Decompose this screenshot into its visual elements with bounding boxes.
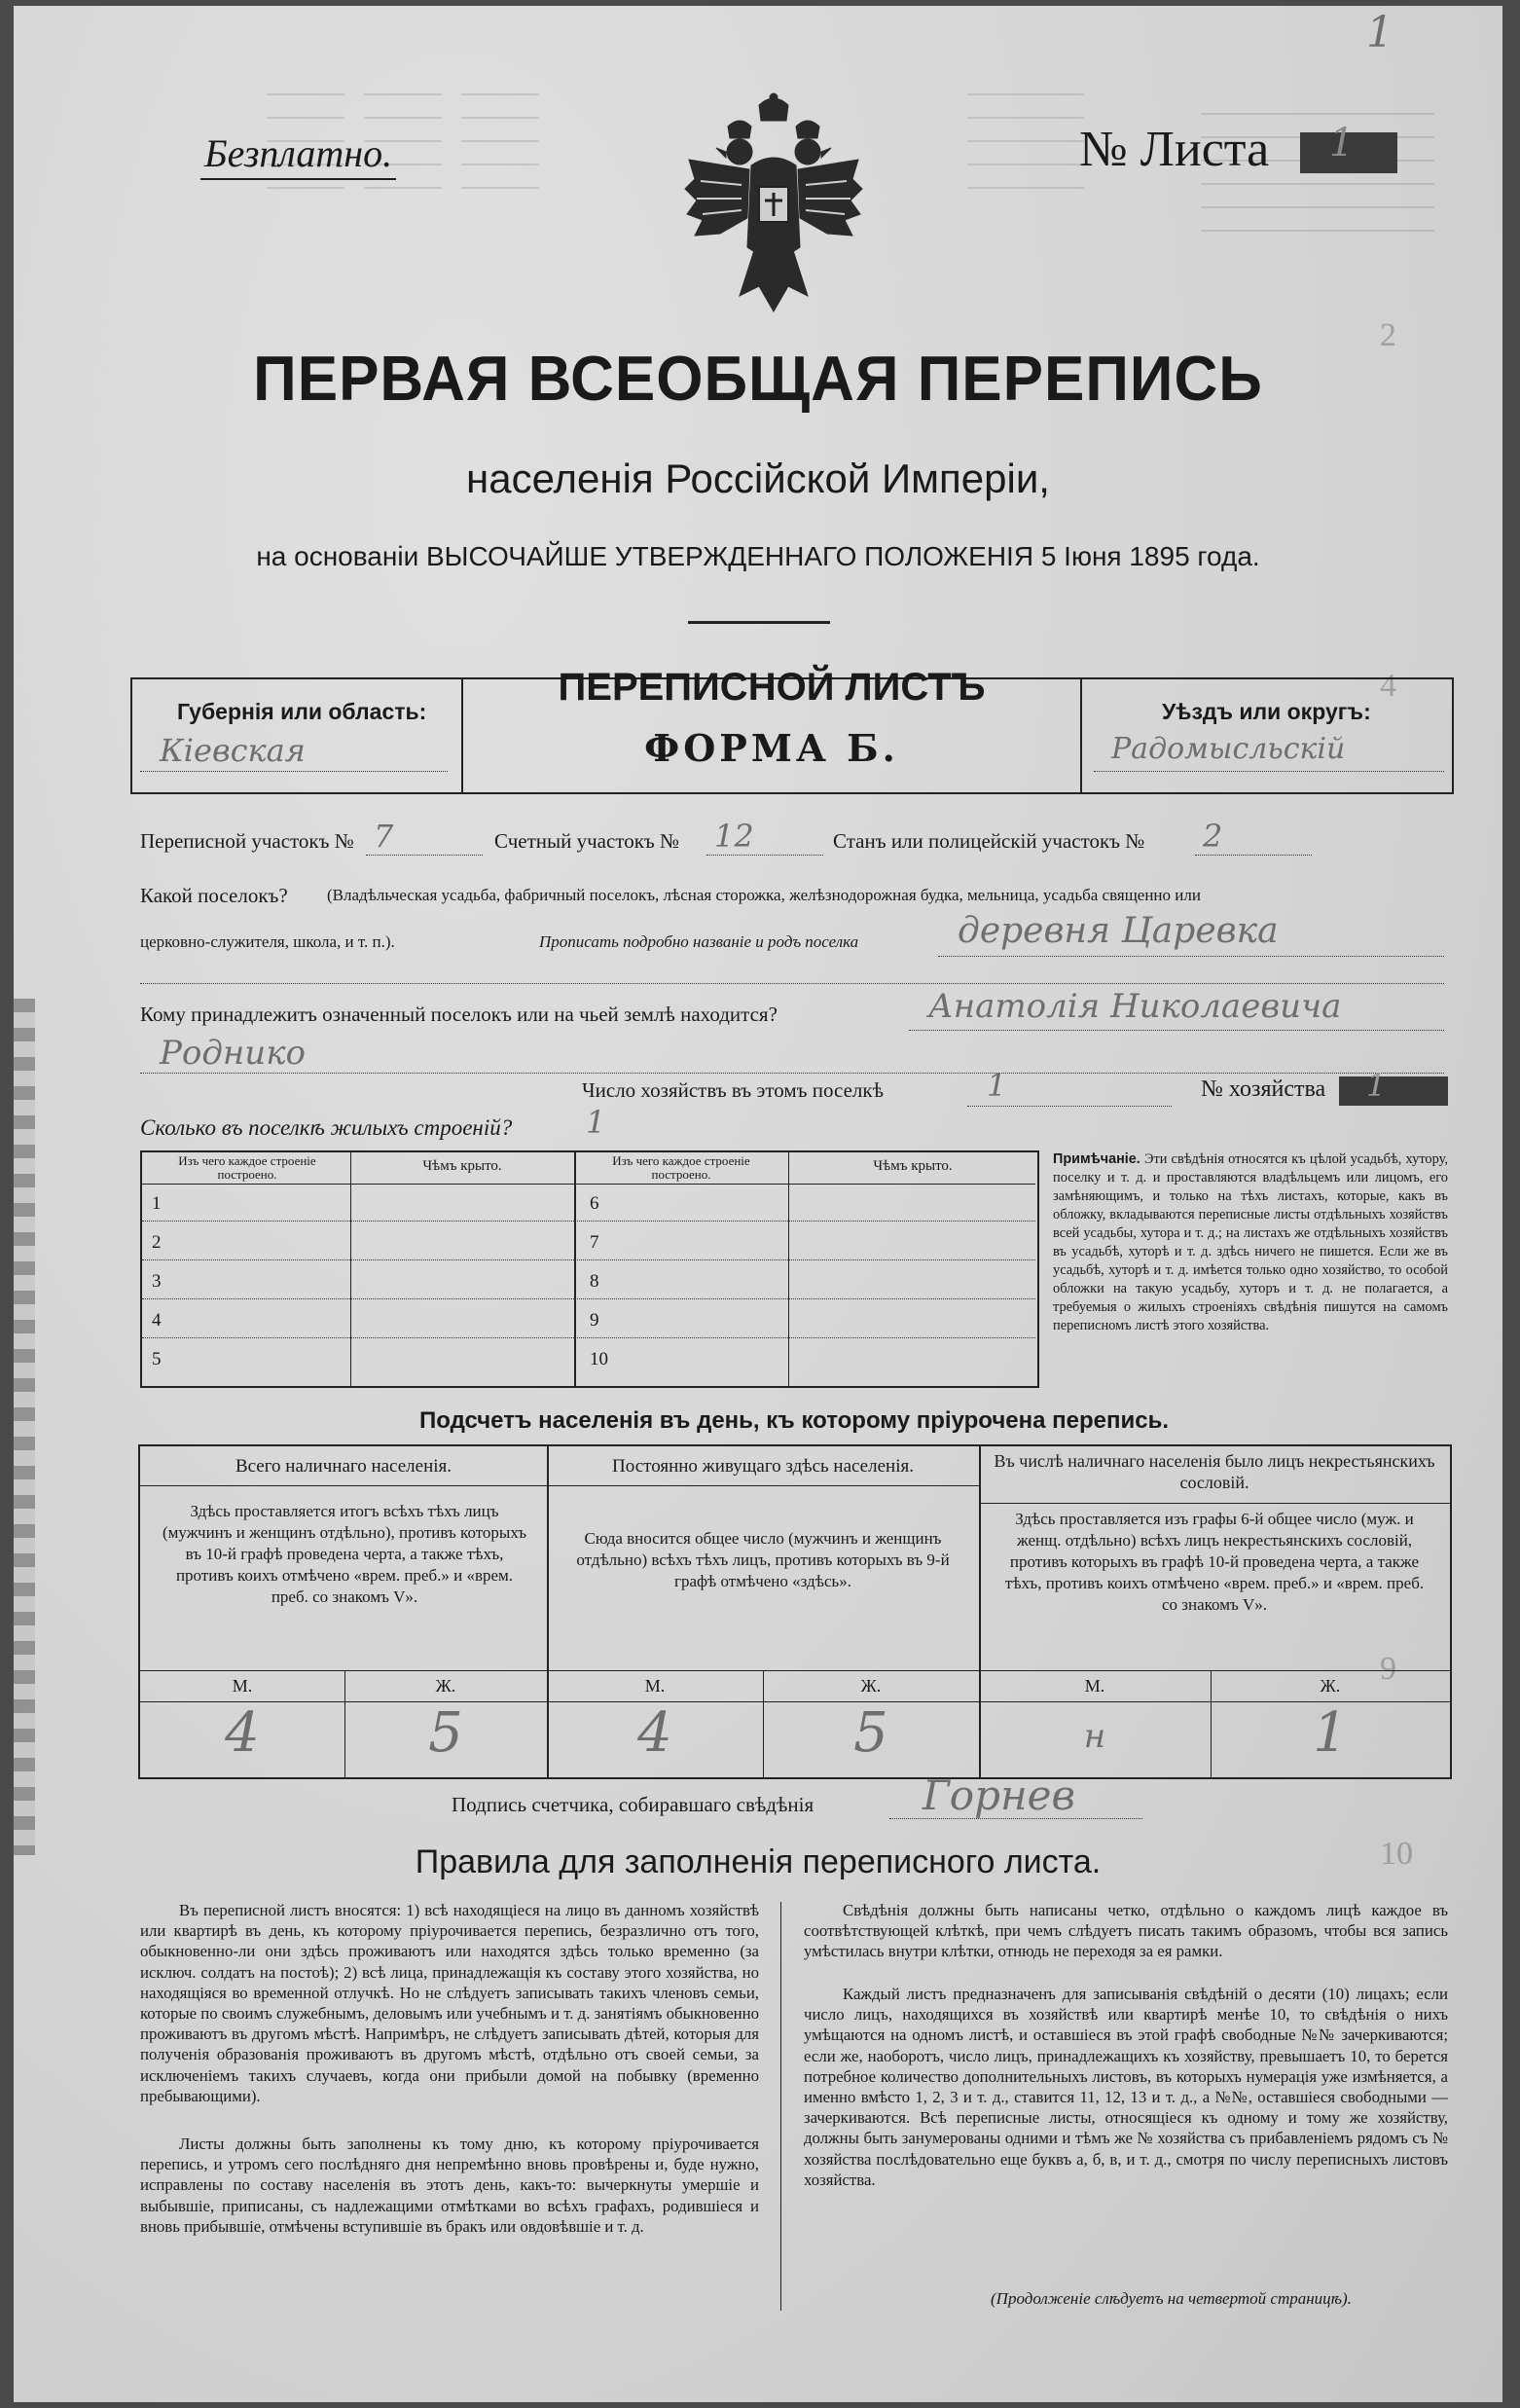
col1-male-value: 4 — [225, 1701, 260, 1765]
frame-line — [140, 1670, 1450, 1671]
rules-right-2: Каждый листъ предназначенъ для записыванія свѣдѣній о десяти (10) лицахъ; если число лицъ, находящихся въ хозяйствѣ или квартирѣ менѣе 10, то свѣдѣнія о нихъ умѣщаются на одномъ листѣ, и оставшіеся въ этой графѣ свободные №№ зачеркиваются; если же, наоборотъ, число лицъ, принадлежащихъ къ хозяйству, превышаетъ 10, то берется потребное количество дополнительныхъ листовъ, въ которыхъ нумерація уже измѣняется, а именно вмѣсто 1, 2, 3 и т. д., ставится 11, 12, 13 и т. д., а №№, оставшіеся свободными — зачеркиваются. Всѣ переписные листы, относящіеся къ одному и тому же хозяйству, должны быть занумерованы одними и тѣмъ же № хозяйства съ прибавленіемъ рядомъ съ № хозяйства послѣдовательно еще буквъ а, б, в, и т. д., смотря по числу переписныхъ листовъ хозяйства. — [804, 1985, 1448, 2189]
fill-line — [366, 855, 483, 856]
col-roof-left: Чѣмъ крыто. — [422, 1158, 502, 1174]
fill-line — [889, 1818, 1142, 1819]
col3-title: Въ числѣ наличнаго населенія было лицъ некрестьянскихъ сословій. — [994, 1451, 1435, 1492]
settlement-question: Какой поселокъ? — [140, 884, 288, 907]
settlement-value: деревня Царевка — [958, 911, 1279, 951]
row-number: 5 — [152, 1349, 162, 1369]
rules-title: Правила для заполненія переписного листа. — [415, 1843, 1102, 1880]
count-title: Подсчетъ населенія въ день, къ которому пріурочена перепись. — [419, 1407, 1169, 1434]
col3-male-value: н — [1083, 1717, 1106, 1756]
table-row-line — [142, 1337, 1035, 1338]
owner-value-1: Анатолія Николаевича — [928, 987, 1342, 1026]
buildings-table — [140, 1150, 1039, 1388]
note-label: Примѣчаніе. — [1053, 1151, 1140, 1167]
frame-line — [1080, 677, 1082, 794]
frame-line — [574, 1152, 576, 1386]
corner-number: 1 — [1366, 8, 1393, 57]
column-divider — [780, 1902, 781, 2311]
owner-question: Кому принадлежитъ означенный поселокъ или на чьей землѣ находится? — [140, 1003, 778, 1026]
row-number: 9 — [590, 1310, 599, 1331]
province-label: Губернія или область: — [177, 699, 427, 724]
frame-line — [350, 1152, 351, 1386]
signature-label: Подпись счетчика, собиравшаго свѣдѣнія — [452, 1793, 814, 1816]
frame-line — [142, 1184, 1035, 1185]
census-sheet — [14, 6, 1502, 2402]
legal-basis: на основаніи ВЫСОЧАЙШЕ УТВЕРЖДЕННАГО ПОЛОЖЕНІЯ 5 Іюня 1895 года. — [256, 541, 1260, 571]
col3-male-header: М. — [1084, 1676, 1105, 1696]
col1-male-header: М. — [232, 1676, 253, 1696]
col2-text: Сюда вносится общее число (мужчинъ и женщинъ отдѣльно) всѣхъ тѣхъ лицъ, противъ которыхъ въ 9-й графѣ отмѣчено «здѣсь». — [576, 1529, 950, 1590]
col-material-left: Изъ чего каждое строеніе построено. — [178, 1153, 316, 1182]
double-headed-eagle-emblem — [681, 91, 866, 325]
province-value: Кіевская — [160, 732, 306, 769]
row-number: 2 — [152, 1232, 162, 1253]
population-count-table — [138, 1444, 1452, 1779]
household-number-label: № хозяйства — [1201, 1076, 1326, 1102]
bleed-number: 2 — [1380, 317, 1396, 353]
district-label: Уѣздъ или округъ: — [1162, 699, 1371, 724]
counting-area-value: 12 — [714, 818, 754, 855]
households-value: 1 — [987, 1067, 1007, 1104]
note-text: Эти свѣдѣнія относятся къ цѣлой усадьбѣ, хутору, поселку и т. д. и проставляются владѣльцемъ или лицомъ, его замѣняющимъ, и только на тѣхъ листахъ, которые, какъ въ обложку, вкладываются переписные листы отдѣльныхъ хозяйствъ всей усадьбы, хутора и т. д.; на листахъ же отдѣльныхъ хозяйствъ въ усадьбѣ, хуторѣ и т. д. здѣсь ничего не пишется. Если же въ усадьбѣ, хуторѣ и т. д. имѣется только одно хозяйство, то особой обложки на такую усадьбу, хуторъ и т. д. не полагается, а требуемыя о жилыхъ строеніяхъ свѣдѣнія пишутся на самомъ переписномъ листѣ этого хозяйства. — [1053, 1151, 1448, 1333]
settlement-hint: (Владѣльческая усадьба, фабричный поселокъ, лѣсная сторожка, желѣзнодорожная будка, мельница, усадьба священно или — [327, 886, 1201, 904]
row-number: 10 — [590, 1349, 608, 1369]
stan-value: 2 — [1203, 818, 1223, 855]
sheet-number-label: № Листа — [1079, 122, 1270, 177]
row-number: 3 — [152, 1271, 162, 1292]
bleed-through-numbers — [1380, 317, 1438, 1875]
bleed-number: 4 — [1380, 668, 1396, 704]
settlement-instruction: Прописать подробно названіе и родъ поселка — [539, 932, 859, 951]
row-number: 4 — [152, 1310, 162, 1331]
table-row-line — [142, 1221, 1035, 1222]
col2-title: Постоянно живущаго здѣсь населенія. — [612, 1456, 914, 1477]
rules-left-2: Листы должны быть заполнены къ тому дню, къ которому пріурочивается перепись, и утромъ сего послѣдняго дня непремѣнно вновь провѣрены и, буде нужно, исправлены по составу населенія въ этотъ день, какъ-то: вычеркнуты умершіе и выбывшіе, приписаны, съ надлежащими отмѣтками во всѣхъ графахъ, родившіеся и вновь прибывшіе, отмѣчены вступившіе въ бракъ или овдовѣвшіе и т. д. — [140, 2134, 759, 2236]
frame-line — [1452, 677, 1454, 794]
buildings-label: Сколько въ поселкѣ жилыхъ строеній? — [140, 1115, 513, 1140]
row-number: 6 — [590, 1193, 599, 1214]
frame-line — [130, 792, 1454, 794]
census-area-value: 7 — [374, 818, 394, 855]
main-title: ПЕРВАЯ ВСЕОБЩАЯ ПЕРЕПИСЬ — [253, 344, 1263, 415]
table-row-line — [142, 1259, 1035, 1260]
col2-male-header: М. — [644, 1676, 666, 1696]
settlement-hint-2: церковно-служителя, школа, и т. п.). — [140, 932, 395, 951]
fill-line — [140, 1073, 1444, 1074]
col1-title: Всего наличнаго населенія. — [235, 1456, 452, 1477]
frame-line — [130, 677, 132, 794]
fill-line — [140, 771, 448, 772]
col-material-right: Изъ чего каждое строеніе построено. — [612, 1153, 750, 1182]
census-area-label: Переписной участокъ № — [140, 829, 354, 853]
row-number: 1 — [152, 1193, 162, 1214]
buildings-value: 1 — [586, 1104, 606, 1141]
bleed-number: 9 — [1380, 1651, 1396, 1687]
table-row-line — [142, 1298, 1035, 1299]
subtitle: населенія Россійской Имперіи, — [466, 456, 1050, 501]
col3-female-header: Ж. — [1320, 1676, 1341, 1696]
col3-text: Здѣсь проставляется изъ графы 6-й общее число (муж. и женщ. отдѣльно) всѣхъ лицъ некрестьянскихъ сословій, противъ которыхъ въ графѣ 10-й проведена черта, а также тѣхъ, противъ коихъ отмѣчено «врем. преб.» и «врем. преб. со знакомъ V». — [1004, 1510, 1425, 1614]
frame-line — [788, 1152, 789, 1386]
row-number: 7 — [590, 1232, 599, 1253]
row-number: 8 — [590, 1271, 599, 1292]
fill-line — [1195, 855, 1312, 856]
fill-line — [938, 956, 1444, 957]
household-number-value: 1 — [1366, 1067, 1387, 1104]
stan-label: Станъ или полицейскій участокъ № — [833, 829, 1145, 853]
rules-left-1: Въ переписной листъ вносятся: 1) всѣ находящіеся на лицо въ данномъ хозяйствѣ или квартирѣ въ день, къ которому пріурочивается перепись, безразлично отъ того, обыкновенно-ли они здѣсь проживаютъ или находятся здѣсь только временно (за исключ. солдатъ на постоѣ); 2) всѣ лица, принадлежащія къ составу этого хозяйства, но находящіяся во временной отлучкѣ. Но не слѣдуетъ записывать такихъ членовъ семьи, которые по своимъ служебнымъ, деловымъ или учебнымъ и т. д. занятіямъ обыкновенно проживаютъ въ другомъ мѣстѣ. Напримѣръ, не слѣдуетъ записывать дѣтей, которыя для полученія образованія проживаютъ въ другомъ мѣстѣ, отдѣльно отъ своей семьи, за исключеніемъ такихъ случаевъ, когда они прибыли домой на побывку (временно пребывающими). — [140, 1901, 759, 2105]
form-label: ФОРМА Б. — [644, 726, 899, 770]
fill-line — [909, 1030, 1444, 1031]
free-label: Безплатно. — [200, 130, 396, 180]
col1-female-header: Ж. — [435, 1676, 456, 1696]
torn-edge — [14, 999, 35, 1855]
col2-female-value: 5 — [853, 1701, 888, 1765]
fill-line — [140, 983, 1444, 984]
bleed-number: 10 — [1380, 1836, 1413, 1872]
col1-text: Здѣсь проставляется итогъ всѣхъ тѣхъ лицъ (мужчинъ и женщинъ отдѣльно), противъ которыхъ въ 10-й графѣ проведена черта, а также тѣхъ, противъ коихъ отмѣчено «врем. преб.» и «врем. преб. со знакомъ V». — [163, 1502, 526, 1606]
sheet-title: ПЕРЕПИСНОЙ ЛИСТЪ — [558, 666, 986, 709]
counting-area-label: Счетный участокъ № — [494, 829, 680, 853]
fill-line — [967, 1106, 1172, 1107]
district-value: Радомысльскій — [1111, 732, 1346, 766]
title-divider — [688, 621, 830, 624]
sheet-number-value: 1 — [1329, 121, 1355, 165]
col1-female-value: 5 — [428, 1701, 463, 1765]
col3-female-value: 1 — [1313, 1701, 1348, 1765]
owner-value-2: Роднико — [160, 1034, 306, 1073]
col2-male-value: 4 — [637, 1701, 672, 1765]
rules-continued: (Продолженіе слѣдуетъ на четвертой страницѣ). — [991, 2289, 1352, 2308]
signature-value: Горнев — [923, 1771, 1075, 1819]
rules-right-1: Свѣдѣнія должны быть написаны четко, отдѣльно о каждомъ лицѣ каждое въ соотвѣтствующей клѣткѣ, при чемъ слѣдуетъ писать такимъ образомъ, чтобы вся запись умѣстилась внутри клѣтки, отнюдь не переходя за ея рамки. — [804, 1901, 1448, 1961]
frame-line — [140, 1485, 979, 1486]
col2-female-header: Ж. — [860, 1676, 882, 1696]
col-roof-right: Чѣмъ крыто. — [873, 1158, 953, 1174]
households-label: Число хозяйствъ въ этомъ поселкѣ — [582, 1078, 884, 1102]
fill-line — [706, 855, 823, 856]
